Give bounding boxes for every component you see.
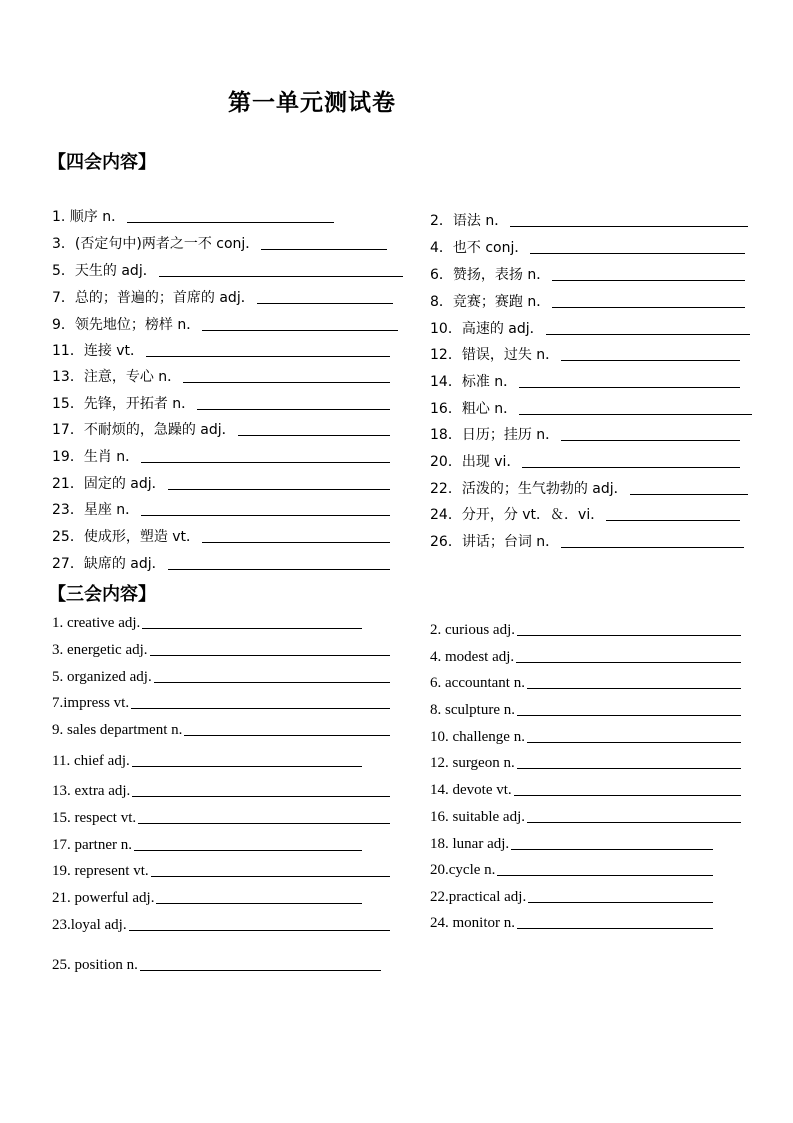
answer-blank[interactable]: [151, 875, 390, 877]
answer-blank[interactable]: [630, 493, 748, 495]
vocab-cn-prompt: 14．标准 n．: [430, 374, 518, 390]
vocab-en-prompt: 20.cycle n.: [430, 862, 496, 878]
vocab-en-item: [430, 750, 741, 772]
vocab-cn-prompt: 3．(否定句中)两者之一不 conj．: [52, 236, 260, 252]
vocab-cn-prompt: 25．使成形，塑造 vt．: [52, 529, 201, 545]
vocab-en-item: [52, 912, 390, 934]
answer-blank[interactable]: [516, 661, 741, 663]
answer-blank[interactable]: [527, 687, 741, 689]
answer-blank[interactable]: [606, 519, 740, 521]
answer-blank[interactable]: [517, 714, 741, 716]
vocab-en-prompt: 9. sales department n.: [52, 722, 183, 738]
answer-blank[interactable]: [522, 466, 740, 468]
vocab-cn-item: [52, 231, 387, 253]
answer-blank[interactable]: [528, 901, 713, 903]
vocab-cn-prompt: 8．竞赛；赛跑 n．: [430, 294, 551, 310]
vocab-cn-item: [430, 262, 745, 284]
vocab-cn-item: [430, 208, 748, 230]
vocab-en-item: [52, 690, 390, 712]
vocab-cn-prompt: 9．领先地位；榜样 n．: [52, 317, 201, 333]
answer-blank[interactable]: [257, 302, 393, 304]
answer-blank[interactable]: [561, 439, 740, 441]
answer-blank[interactable]: [197, 408, 390, 410]
answer-blank[interactable]: [183, 381, 390, 383]
answer-blank[interactable]: [238, 434, 390, 436]
vocab-en-prompt: 7.impress vt.: [52, 695, 130, 711]
vocab-en-item: [430, 697, 741, 719]
vocab-en-item: [52, 805, 390, 827]
vocab-en-item: [52, 952, 381, 974]
vocab-cn-prompt: 19．生肖 n．: [52, 449, 140, 465]
vocab-cn-item: [52, 258, 403, 280]
answer-blank[interactable]: [510, 225, 748, 227]
vocab-cn-prompt: 21．固定的 adj．: [52, 476, 166, 492]
answer-blank[interactable]: [134, 849, 362, 851]
vocab-cn-item: [430, 529, 744, 551]
vocab-en-prompt: 19. represent vt.: [52, 863, 149, 879]
vocab-en-prompt: 4. modest adj.: [430, 649, 515, 665]
vocab-en-item: [430, 777, 741, 799]
vocab-en-prompt: 18. lunar adj.: [430, 836, 510, 852]
vocab-cn-item: [430, 289, 745, 311]
vocab-en-item: [430, 644, 741, 666]
answer-blank[interactable]: [132, 765, 362, 767]
vocab-en-prompt: 8. sculpture n.: [430, 702, 515, 718]
vocab-en-prompt: 14. devote vt.: [430, 782, 512, 798]
vocab-cn-item: [52, 285, 393, 307]
vocab-en-prompt: 17. partner n.: [52, 837, 132, 853]
answer-blank[interactable]: [131, 707, 390, 709]
answer-blank[interactable]: [514, 794, 741, 796]
page-title: 第一单元测试卷: [228, 90, 396, 116]
vocab-cn-prompt: 7．总的；普遍的；首席的 adj．: [52, 290, 255, 306]
answer-blank[interactable]: [156, 902, 362, 904]
vocab-en-prompt: 12. surgeon n.: [430, 755, 515, 771]
vocab-en-prompt: 21. powerful adj.: [52, 890, 155, 906]
vocab-en-item: [52, 778, 390, 800]
answer-blank[interactable]: [142, 627, 362, 629]
vocab-cn-item: [52, 312, 398, 334]
vocab-cn-item: [52, 551, 390, 573]
vocab-en-prompt: 24. monitor n.: [430, 915, 515, 931]
vocab-en-item: [430, 910, 713, 932]
vocab-cn-item: [430, 316, 750, 338]
answer-blank[interactable]: [519, 386, 740, 388]
vocab-cn-item: [52, 524, 390, 546]
vocab-cn-prompt: 1. 顺序 n．: [52, 209, 126, 225]
vocab-en-item: [52, 637, 390, 659]
vocab-en-prompt: 10. challenge n.: [430, 729, 525, 745]
vocab-cn-prompt: 10．高速的 adj．: [430, 321, 544, 337]
vocab-cn-prompt: 24．分开，分 vt．＆．vi．: [430, 507, 605, 523]
vocab-cn-item: [52, 391, 390, 413]
vocab-cn-prompt: 26．讲话；台词 n．: [430, 534, 560, 550]
vocab-cn-prompt: 17．不耐烦的，急躁的 adj．: [52, 422, 236, 438]
vocab-cn-prompt: 27．缺席的 adj．: [52, 556, 166, 572]
answer-blank[interactable]: [150, 654, 390, 656]
vocab-en-prompt: 5. organized adj.: [52, 669, 152, 685]
vocab-cn-prompt: 11．连接 vt．: [52, 343, 145, 359]
vocab-en-prompt: 1. creative adj.: [52, 615, 141, 631]
answer-blank[interactable]: [261, 248, 387, 250]
vocab-en-prompt: 3. energetic adj.: [52, 642, 148, 658]
answer-blank[interactable]: [154, 681, 390, 683]
vocab-cn-prompt: 2．语法 n．: [430, 213, 509, 229]
vocab-en-prompt: 22.practical adj.: [430, 889, 527, 905]
vocab-cn-item: [52, 417, 390, 439]
vocab-cn-item: [52, 338, 390, 360]
answer-blank[interactable]: [132, 795, 390, 797]
answer-blank[interactable]: [129, 929, 390, 931]
answer-blank[interactable]: [202, 329, 398, 331]
answer-blank[interactable]: [127, 221, 334, 223]
answer-blank[interactable]: [527, 741, 741, 743]
answer-blank[interactable]: [552, 279, 745, 281]
answer-blank[interactable]: [159, 275, 403, 277]
answer-blank[interactable]: [517, 927, 713, 929]
answer-blank[interactable]: [561, 546, 744, 548]
answer-blank[interactable]: [184, 734, 390, 736]
answer-blank[interactable]: [530, 252, 745, 254]
vocab-cn-item: [430, 422, 740, 444]
vocab-cn-item: [430, 342, 740, 364]
answer-blank[interactable]: [140, 969, 381, 971]
answer-blank[interactable]: [168, 488, 390, 490]
answer-blank[interactable]: [202, 541, 390, 543]
vocab-en-prompt: 15. respect vt.: [52, 810, 137, 826]
vocab-cn-prompt: 22．活泼的；生气勃勃的 adj．: [430, 481, 628, 497]
vocab-en-item: [430, 831, 713, 853]
answer-blank[interactable]: [517, 634, 741, 636]
vocab-en-item: [52, 748, 362, 770]
vocab-cn-item: [52, 497, 390, 519]
vocab-en-prompt: 16. suitable adj.: [430, 809, 525, 825]
vocab-en-item: [430, 724, 741, 746]
vocab-en-prompt: 25. position n.: [52, 957, 138, 973]
answer-blank[interactable]: [552, 306, 745, 308]
vocab-cn-prompt: 4．也不 conj．: [430, 240, 529, 256]
section-heading-three-skills: 【三会内容】: [48, 584, 156, 605]
answer-blank[interactable]: [138, 822, 390, 824]
vocab-en-item: [430, 884, 713, 906]
vocab-cn-item: [430, 235, 745, 257]
vocab-cn-prompt: 16．粗心 n．: [430, 401, 518, 417]
vocab-en-item: [52, 885, 362, 907]
answer-blank[interactable]: [519, 413, 752, 415]
vocab-cn-prompt: 15．先锋，开拓者 n．: [52, 396, 196, 412]
vocab-en-prompt: 11. chief adj.: [52, 753, 130, 769]
vocab-cn-prompt: 5．天生的 adj．: [52, 263, 157, 279]
vocab-cn-item: [430, 369, 740, 391]
vocab-en-item: [430, 857, 713, 879]
answer-blank[interactable]: [561, 359, 740, 361]
answer-blank[interactable]: [168, 568, 390, 570]
vocab-en-prompt: 23.loyal adj.: [52, 917, 127, 933]
answer-blank[interactable]: [497, 874, 713, 876]
answer-blank[interactable]: [546, 333, 750, 335]
vocab-en-item: [52, 858, 390, 880]
answer-blank[interactable]: [517, 767, 741, 769]
answer-blank[interactable]: [511, 848, 713, 850]
vocab-cn-prompt: 18．日历；挂历 n．: [430, 427, 560, 443]
vocab-cn-prompt: 6．赞扬，表扬 n．: [430, 267, 551, 283]
vocab-cn-item: [430, 502, 740, 524]
vocab-cn-item: [430, 476, 748, 498]
vocab-cn-item: [52, 364, 390, 386]
vocab-en-prompt: 13. extra adj.: [52, 783, 131, 799]
vocab-cn-item: [430, 449, 740, 471]
answer-blank[interactable]: [527, 821, 741, 823]
vocab-en-item: [430, 670, 741, 692]
vocab-en-prompt: 2. curious adj.: [430, 622, 515, 638]
vocab-cn-prompt: 13．注意，专心 n．: [52, 369, 182, 385]
section-heading-four-skills: 【四会内容】: [48, 152, 156, 173]
vocab-cn-item: [52, 471, 390, 493]
answer-blank[interactable]: [146, 355, 390, 357]
vocab-cn-prompt: 23．星座 n．: [52, 502, 140, 518]
vocab-en-item: [430, 617, 741, 639]
answer-blank[interactable]: [141, 514, 390, 516]
vocab-en-item: [52, 610, 362, 632]
answer-blank[interactable]: [141, 461, 390, 463]
vocab-en-prompt: 6. accountant n.: [430, 675, 525, 691]
vocab-en-item: [52, 717, 390, 739]
vocab-cn-item: [430, 396, 752, 418]
vocab-en-item: [430, 804, 741, 826]
vocab-cn-prompt: 20．出现 vi．: [430, 454, 521, 470]
vocab-cn-prompt: 12．错误，过失 n．: [430, 347, 560, 363]
vocab-en-item: [52, 832, 362, 854]
vocab-cn-item: [52, 444, 390, 466]
vocab-en-item: [52, 664, 390, 686]
vocab-cn-item: [52, 204, 334, 226]
